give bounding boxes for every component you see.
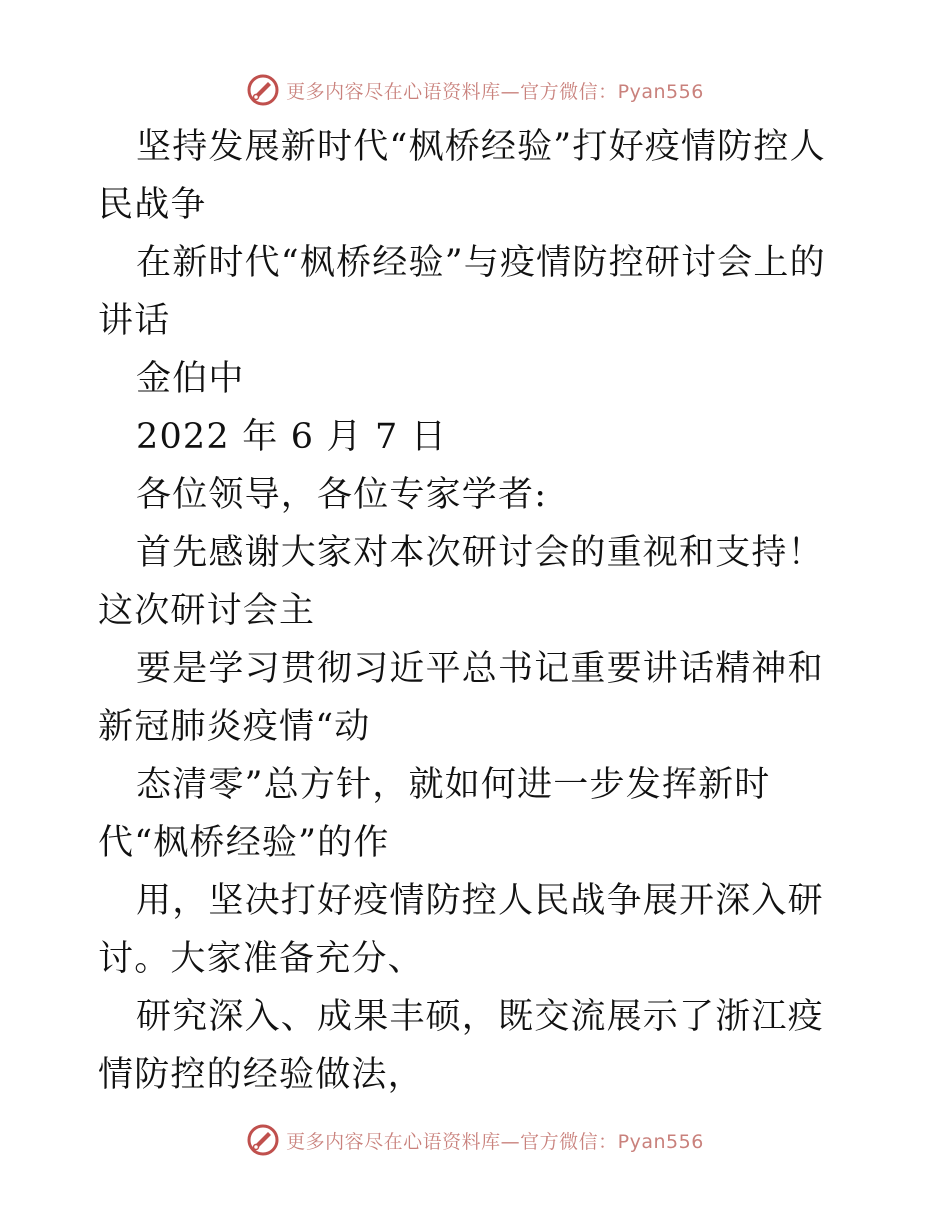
body-paragraph: 首先感谢大家对本次研讨会的重视和支持！这次研讨会主 [98,533,824,631]
footer-watermark [0,1120,950,1160]
header-watermark [0,70,950,110]
document-body [98,118,858,1104]
body-paragraph: 态清零”总方针，就如何进一步发挥新时代“枫桥经验”的作 [98,765,771,863]
document-salutation: 各位领导，各位专家学者: [136,475,548,515]
watermark-text: 更多内容尽在心语资料库—官方微信：Pyan556 [286,1130,704,1153]
document-title: 坚持发展新时代“枫桥经验”打好疫情防控人民战争 [98,127,826,225]
body-paragraph: 研究深入、成果丰硕，既交流展示了浙江疫情防控的经验做法， [98,997,824,1095]
watermark-logo-icon [246,73,280,107]
watermark-text: 更多内容尽在心语资料库—官方微信：Pyan556 [286,80,704,103]
document-author: 金伯中 [136,359,245,399]
body-paragraph: 要是学习贯彻习近平总书记重要讲话精神和新冠肺炎疫情“动 [98,649,824,747]
body-paragraph: 用，坚决打好疫情防控人民战争展开深入研讨。大家准备充分、 [98,881,824,979]
document-date: 2022 年 6 月 7 日 [136,417,448,457]
watermark-logo-icon [246,1123,280,1157]
document-subtitle: 在新时代“枫桥经验”与疫情防控研讨会上的讲话 [98,243,826,341]
